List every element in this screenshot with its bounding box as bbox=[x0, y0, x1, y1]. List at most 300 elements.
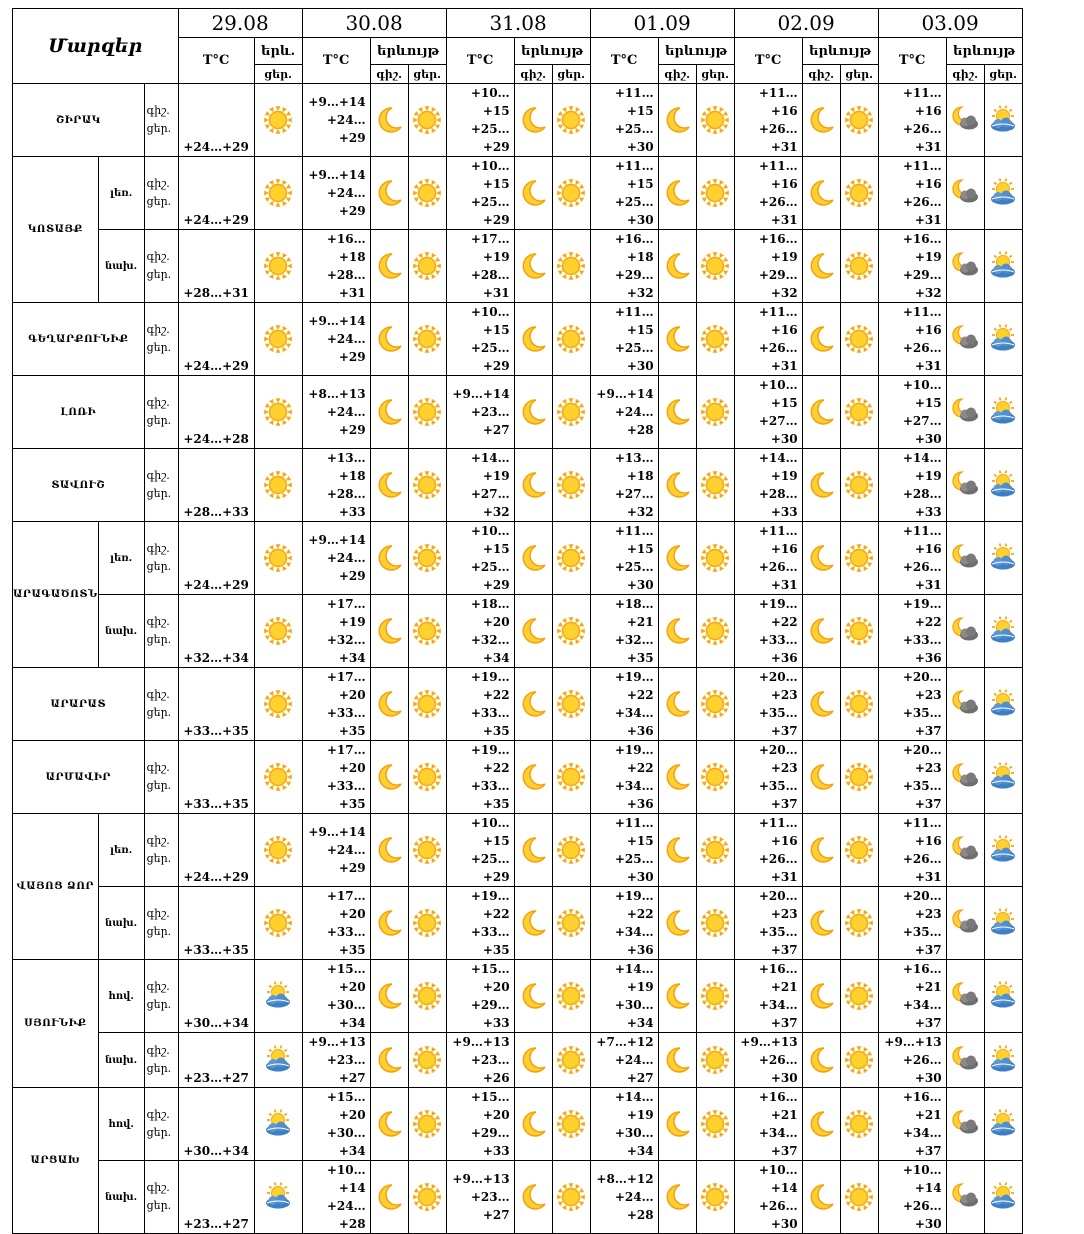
sun-icon bbox=[255, 762, 302, 792]
sun-icon bbox=[697, 616, 734, 646]
sun-icon bbox=[841, 543, 878, 573]
weather-icon-cell bbox=[408, 1033, 446, 1088]
temperature: +11…+16 +26…+31 bbox=[734, 814, 802, 887]
weather-icon-cell bbox=[658, 1161, 696, 1234]
weather-icon-cell bbox=[254, 960, 302, 1033]
temperature: +20…+23 +35…+37 bbox=[734, 668, 802, 741]
weather-icon-cell bbox=[840, 741, 878, 814]
temperature: +24…+29 bbox=[178, 522, 254, 595]
weather-icon-cell bbox=[946, 157, 984, 230]
temperature: +10…+15 +27…+30 bbox=[734, 376, 802, 449]
temperature: +9…+14 +24…+29 bbox=[302, 814, 370, 887]
weather-icon-cell bbox=[658, 157, 696, 230]
sun-icon bbox=[409, 1045, 446, 1075]
sun-icon bbox=[841, 397, 878, 427]
region-name: ԱՐՑԱԽ bbox=[13, 1088, 99, 1234]
temperature: +9…+14 +23…+27 bbox=[446, 376, 514, 449]
sun-icon bbox=[697, 178, 734, 208]
night-header: գիշ. bbox=[802, 65, 840, 84]
table-row bbox=[13, 84, 1023, 157]
temperature: +16…+18 +29…+32 bbox=[590, 230, 658, 303]
weather-icon-cell bbox=[802, 157, 840, 230]
temp-header: T°C bbox=[590, 38, 658, 84]
moon-icon bbox=[803, 178, 840, 208]
sun-icon bbox=[409, 543, 446, 573]
weather-icon-cell bbox=[658, 522, 696, 595]
temperature: +17…+20 +33…+35 bbox=[302, 887, 370, 960]
temperature: +11…+16 +26…+31 bbox=[878, 814, 946, 887]
weather-icon-cell bbox=[514, 668, 552, 741]
temp-header: T°C bbox=[734, 38, 802, 84]
weather-icon-cell bbox=[696, 157, 734, 230]
subregion-name: նախ. bbox=[98, 1033, 144, 1088]
subregion-name: լեռ. bbox=[98, 814, 144, 887]
weather-icon-cell bbox=[254, 522, 302, 595]
weather-icon-cell bbox=[946, 1161, 984, 1234]
moon-icon bbox=[515, 251, 552, 281]
moon-icon bbox=[659, 1182, 696, 1212]
night-day-label: գիշ. ցեր. bbox=[144, 230, 178, 303]
weather-icon-cell bbox=[514, 814, 552, 887]
sun-icon bbox=[409, 689, 446, 719]
weather-icon-cell bbox=[254, 1088, 302, 1161]
temperature: +19…+22 +34…+36 bbox=[590, 668, 658, 741]
moon-icon bbox=[371, 1182, 408, 1212]
weather-icon-cell bbox=[408, 376, 446, 449]
temperature: +14…+19 +28…+33 bbox=[734, 449, 802, 522]
sun-icon bbox=[409, 1182, 446, 1212]
date-header: 02.09 bbox=[734, 9, 878, 38]
temperature: +9…+13 +26…+30 bbox=[878, 1033, 946, 1088]
weather-icon-cell bbox=[840, 1161, 878, 1234]
weather-icon-cell bbox=[552, 230, 590, 303]
weather-icon-cell bbox=[370, 741, 408, 814]
sun-icon bbox=[409, 908, 446, 938]
moon-icon bbox=[515, 616, 552, 646]
sun-icon bbox=[409, 981, 446, 1011]
weather-icon-cell bbox=[696, 595, 734, 668]
weather-icon-cell bbox=[370, 303, 408, 376]
weather-icon-cell bbox=[946, 595, 984, 668]
weather-icon-cell bbox=[514, 230, 552, 303]
temperature: +19…+22 +33…+35 bbox=[446, 741, 514, 814]
temperature: +14…+19 +28…+33 bbox=[878, 449, 946, 522]
moon-icon bbox=[659, 543, 696, 573]
region-name: ՍՅՈՒՆԻՔ bbox=[13, 960, 99, 1088]
temperature: +13…+18 +27…+32 bbox=[590, 449, 658, 522]
weather-icon-cell bbox=[254, 230, 302, 303]
moon-icon bbox=[515, 397, 552, 427]
moon-icon bbox=[803, 1045, 840, 1075]
sun-icon bbox=[409, 616, 446, 646]
day-header: ցեր. bbox=[552, 65, 590, 84]
weather-icon-cell bbox=[254, 303, 302, 376]
weather-icon-cell bbox=[840, 960, 878, 1033]
temperature: +13…+18 +28…+33 bbox=[302, 449, 370, 522]
sun-icon bbox=[697, 762, 734, 792]
moon-cloud-icon bbox=[947, 762, 984, 792]
day-header: ցեր. bbox=[254, 65, 302, 84]
weather-icon-cell bbox=[408, 814, 446, 887]
weather-icon-cell bbox=[408, 230, 446, 303]
weather-icon-cell bbox=[254, 814, 302, 887]
moon-icon bbox=[371, 1045, 408, 1075]
temperature: +11…+15 +25…+30 bbox=[590, 303, 658, 376]
temperature: +17…+19 +28…+31 bbox=[446, 230, 514, 303]
weather-icon-cell bbox=[514, 887, 552, 960]
moon-icon bbox=[515, 1109, 552, 1139]
temperature: +16…+21 +34…+37 bbox=[878, 960, 946, 1033]
temperature: +7…+12 +24…+27 bbox=[590, 1033, 658, 1088]
weather-icon-cell bbox=[370, 1033, 408, 1088]
night-day-label: գիշ. ցեր. bbox=[144, 887, 178, 960]
moon-icon bbox=[803, 324, 840, 354]
moon-icon bbox=[803, 1109, 840, 1139]
date-header: 30.08 bbox=[302, 9, 446, 38]
sun-cloud-icon bbox=[985, 1182, 1022, 1212]
region-name: ԱՐԱՐԱՏ bbox=[13, 668, 145, 741]
weather-icon-cell bbox=[802, 303, 840, 376]
temperature: +14…+19 +30…+34 bbox=[590, 960, 658, 1033]
sun-icon bbox=[841, 1045, 878, 1075]
sun-icon bbox=[697, 1182, 734, 1212]
sun-icon bbox=[841, 105, 878, 135]
moon-icon bbox=[371, 981, 408, 1011]
moon-icon bbox=[515, 1045, 552, 1075]
moon-icon bbox=[659, 981, 696, 1011]
weather-icon-cell bbox=[696, 668, 734, 741]
sun-icon bbox=[553, 908, 590, 938]
temperature: +10…+15 +25…+29 bbox=[446, 157, 514, 230]
temperature: +15…+20 +29…+33 bbox=[446, 960, 514, 1033]
sun-icon bbox=[841, 1182, 878, 1212]
moon-icon bbox=[371, 178, 408, 208]
temperature: +23…+27 bbox=[178, 1033, 254, 1088]
temp-header: T°C bbox=[446, 38, 514, 84]
weather-icon-cell bbox=[696, 230, 734, 303]
night-day-label: գիշ. ցեր. bbox=[144, 1161, 178, 1234]
weather-icon-cell bbox=[408, 1088, 446, 1161]
temperature: +10…+14 +24…+28 bbox=[302, 1161, 370, 1234]
temperature: +17…+19 +32…+34 bbox=[302, 595, 370, 668]
moon-icon bbox=[371, 762, 408, 792]
moon-icon bbox=[371, 689, 408, 719]
weather-icon-cell bbox=[408, 887, 446, 960]
temperature: +20…+23 +35…+37 bbox=[878, 741, 946, 814]
subregion-name: նախ. bbox=[98, 595, 144, 668]
temperature: +20…+23 +35…+37 bbox=[878, 668, 946, 741]
sun-icon bbox=[841, 178, 878, 208]
sun-icon bbox=[697, 689, 734, 719]
moon-icon bbox=[371, 616, 408, 646]
subregion-name: լեռ. bbox=[98, 157, 144, 230]
temperature: +14…+19 +27…+32 bbox=[446, 449, 514, 522]
weather-icon-cell bbox=[514, 1161, 552, 1234]
temperature: +24…+29 bbox=[178, 84, 254, 157]
temperature: +10…+14 +26…+30 bbox=[878, 1161, 946, 1234]
table-row bbox=[13, 303, 1023, 376]
temperature: +11…+16 +26…+31 bbox=[878, 522, 946, 595]
weather-icon-cell bbox=[370, 522, 408, 595]
weather-icon-cell bbox=[254, 668, 302, 741]
weather-icon-cell bbox=[552, 157, 590, 230]
night-header: գիշ. bbox=[514, 65, 552, 84]
weather-icon-cell bbox=[802, 595, 840, 668]
weather-icon-cell bbox=[408, 157, 446, 230]
moon-icon bbox=[659, 178, 696, 208]
subregion-name: հով. bbox=[98, 1088, 144, 1161]
weather-icon-cell bbox=[370, 668, 408, 741]
table-row bbox=[13, 376, 1023, 449]
sun-icon bbox=[697, 908, 734, 938]
temperature: +18…+21 +32…+35 bbox=[590, 595, 658, 668]
weather-icon-cell bbox=[552, 595, 590, 668]
sun-icon bbox=[553, 616, 590, 646]
subregion-name: հով. bbox=[98, 960, 144, 1033]
weather-icon-cell bbox=[514, 157, 552, 230]
moon-icon bbox=[659, 835, 696, 865]
weather-icon-cell bbox=[552, 522, 590, 595]
weather-icon-cell bbox=[840, 814, 878, 887]
temperature: +10…+15 +25…+29 bbox=[446, 303, 514, 376]
moon-cloud-icon bbox=[947, 616, 984, 646]
weather-icon-cell bbox=[802, 960, 840, 1033]
day-header: ցեր. bbox=[984, 65, 1022, 84]
moon-icon bbox=[371, 397, 408, 427]
table-row bbox=[13, 741, 1023, 814]
sun-icon bbox=[553, 397, 590, 427]
date-header: 31.08 bbox=[446, 9, 590, 38]
forecast-container bbox=[12, 8, 1023, 1234]
weather-icon-cell bbox=[658, 449, 696, 522]
weather-icon-cell bbox=[514, 595, 552, 668]
weather-icon-cell bbox=[552, 1033, 590, 1088]
weather-icon-cell bbox=[408, 668, 446, 741]
region-name: ԿՈՏԱՅՔ bbox=[13, 157, 99, 303]
night-day-label: գիշ. ցեր. bbox=[144, 1033, 178, 1088]
phen-header: երևույթ bbox=[514, 38, 590, 65]
moon-icon bbox=[803, 762, 840, 792]
moon-icon bbox=[371, 908, 408, 938]
moon-icon bbox=[659, 616, 696, 646]
weather-icon-cell bbox=[696, 376, 734, 449]
subregion-name: նախ. bbox=[98, 1161, 144, 1234]
weather-icon-cell bbox=[840, 887, 878, 960]
temperature: +30…+34 bbox=[178, 960, 254, 1033]
weather-icon-cell bbox=[370, 376, 408, 449]
weather-icon-cell bbox=[696, 1161, 734, 1234]
weather-icon-cell bbox=[658, 887, 696, 960]
table-row bbox=[13, 522, 1023, 595]
sun-icon bbox=[553, 470, 590, 500]
weather-icon-cell bbox=[552, 668, 590, 741]
sun-icon bbox=[841, 762, 878, 792]
moon-cloud-icon bbox=[947, 908, 984, 938]
table-row bbox=[13, 668, 1023, 741]
temperature: +15…+20 +29…+33 bbox=[446, 1088, 514, 1161]
weather-icon-cell bbox=[696, 814, 734, 887]
temperature: +24…+28 bbox=[178, 376, 254, 449]
weather-icon-cell bbox=[840, 595, 878, 668]
weather-icon-cell bbox=[408, 522, 446, 595]
day-header: ցեր. bbox=[408, 65, 446, 84]
sun-icon bbox=[841, 835, 878, 865]
moon-icon bbox=[659, 251, 696, 281]
moon-icon bbox=[659, 1045, 696, 1075]
weather-icon-cell bbox=[370, 84, 408, 157]
weather-icon-cell bbox=[370, 595, 408, 668]
phen-header: երևույթ bbox=[370, 38, 446, 65]
sun-icon bbox=[697, 1109, 734, 1139]
night-day-label: գիշ. ցեր. bbox=[144, 741, 178, 814]
moon-icon bbox=[371, 105, 408, 135]
weather-icon-cell bbox=[370, 1161, 408, 1234]
weather-icon-cell bbox=[840, 303, 878, 376]
night-day-label: գիշ. ցեր. bbox=[144, 84, 178, 157]
weather-icon-cell bbox=[984, 230, 1022, 303]
sun-icon bbox=[553, 1045, 590, 1075]
table-row bbox=[13, 1033, 1023, 1088]
sun-icon bbox=[255, 543, 302, 573]
night-day-label: գիշ. ցեր. bbox=[144, 157, 178, 230]
sun-icon bbox=[697, 981, 734, 1011]
sun-icon bbox=[255, 470, 302, 500]
moon-icon bbox=[659, 470, 696, 500]
moon-icon bbox=[515, 689, 552, 719]
weather-icon-cell bbox=[840, 1088, 878, 1161]
weather-icon-cell bbox=[658, 960, 696, 1033]
weather-icon-cell bbox=[658, 303, 696, 376]
temperature: +10…+15 +25…+29 bbox=[446, 84, 514, 157]
subregion-name: նախ. bbox=[98, 887, 144, 960]
moon-icon bbox=[515, 1182, 552, 1212]
moon-icon bbox=[371, 324, 408, 354]
temperature: +9…+14 +24…+29 bbox=[302, 157, 370, 230]
temp-header: T°C bbox=[178, 38, 254, 84]
weather-icon-cell bbox=[552, 1161, 590, 1234]
sun-icon bbox=[697, 324, 734, 354]
temperature: +9…+13 +26…+30 bbox=[734, 1033, 802, 1088]
weather-icon-cell bbox=[514, 1033, 552, 1088]
night-day-label: գիշ. ցեր. bbox=[144, 376, 178, 449]
temperature: +10…+15 +25…+29 bbox=[446, 522, 514, 595]
temperature: +11…+16 +26…+31 bbox=[734, 303, 802, 376]
weather-icon-cell bbox=[514, 376, 552, 449]
weather-icon-cell bbox=[984, 1161, 1022, 1234]
weather-icon-cell bbox=[946, 303, 984, 376]
sun-icon bbox=[409, 397, 446, 427]
temperature: +16…+19 +29…+32 bbox=[878, 230, 946, 303]
temperature: +18…+20 +32…+34 bbox=[446, 595, 514, 668]
moon-icon bbox=[659, 689, 696, 719]
table-row bbox=[13, 157, 1023, 230]
weather-icon-cell bbox=[696, 741, 734, 814]
moon-cloud-icon bbox=[947, 324, 984, 354]
weather-icon-cell bbox=[984, 960, 1022, 1033]
moon-icon bbox=[803, 397, 840, 427]
weather-icon-cell bbox=[658, 741, 696, 814]
region-name: ԼՈՌԻ bbox=[13, 376, 145, 449]
weather-icon-cell bbox=[552, 1088, 590, 1161]
weather-icon-cell bbox=[514, 1088, 552, 1161]
moon-icon bbox=[371, 251, 408, 281]
weather-icon-cell bbox=[370, 449, 408, 522]
temperature: +11…+15 +25…+30 bbox=[590, 814, 658, 887]
weather-icon-cell bbox=[946, 814, 984, 887]
weather-icon-cell bbox=[552, 814, 590, 887]
sun-icon bbox=[697, 105, 734, 135]
weather-icon-cell bbox=[514, 741, 552, 814]
temperature: +15…+20 +30…+34 bbox=[302, 960, 370, 1033]
temperature: +33…+35 bbox=[178, 887, 254, 960]
moon-cloud-icon bbox=[947, 178, 984, 208]
weather-icon-cell bbox=[408, 84, 446, 157]
weather-icon-cell bbox=[802, 814, 840, 887]
night-day-label: գիշ. ցեր. bbox=[144, 960, 178, 1033]
moon-cloud-icon bbox=[947, 835, 984, 865]
night-day-label: գիշ. ցեր. bbox=[144, 522, 178, 595]
temperature: +9…+14 +24…+28 bbox=[590, 376, 658, 449]
sun-icon bbox=[553, 981, 590, 1011]
weather-icon-cell bbox=[552, 887, 590, 960]
moon-icon bbox=[515, 470, 552, 500]
temperature: +11…+16 +26…+31 bbox=[878, 157, 946, 230]
weather-icon-cell bbox=[370, 230, 408, 303]
sun-cloud-icon bbox=[985, 251, 1022, 281]
temperature: +28…+31 bbox=[178, 230, 254, 303]
moon-icon bbox=[803, 689, 840, 719]
sun-icon bbox=[841, 908, 878, 938]
temperature: +23…+27 bbox=[178, 1161, 254, 1234]
sun-cloud-icon bbox=[255, 1109, 302, 1139]
forecast-table bbox=[12, 8, 1023, 1234]
weather-icon-cell bbox=[946, 449, 984, 522]
weather-icon-cell bbox=[946, 376, 984, 449]
weather-icon-cell bbox=[802, 668, 840, 741]
moon-icon bbox=[515, 543, 552, 573]
temperature: +9…+13 +23…+27 bbox=[446, 1161, 514, 1234]
table-row bbox=[13, 960, 1023, 1033]
weather-icon-cell bbox=[696, 1088, 734, 1161]
temperature: +9…+13 +23…+26 bbox=[446, 1033, 514, 1088]
sun-icon bbox=[255, 689, 302, 719]
sun-icon bbox=[409, 470, 446, 500]
sun-icon bbox=[255, 251, 302, 281]
sun-icon bbox=[697, 835, 734, 865]
moon-cloud-icon bbox=[947, 397, 984, 427]
weather-icon-cell bbox=[984, 1088, 1022, 1161]
sun-cloud-icon bbox=[985, 762, 1022, 792]
temperature: +8…+12 +24…+28 bbox=[590, 1161, 658, 1234]
night-day-label: գիշ. ցեր. bbox=[144, 668, 178, 741]
temperature: +16…+18 +28…+31 bbox=[302, 230, 370, 303]
weather-icon-cell bbox=[658, 1033, 696, 1088]
temp-header: T°C bbox=[878, 38, 946, 84]
table-row bbox=[13, 887, 1023, 960]
sun-icon bbox=[697, 1045, 734, 1075]
weather-icon-cell bbox=[552, 376, 590, 449]
sun-cloud-icon bbox=[985, 835, 1022, 865]
temperature: +11…+15 +25…+30 bbox=[590, 522, 658, 595]
weather-icon-cell bbox=[658, 230, 696, 303]
night-header: գիշ. bbox=[658, 65, 696, 84]
weather-icon-cell bbox=[696, 84, 734, 157]
moon-icon bbox=[515, 762, 552, 792]
night-day-label: գիշ. ցեր. bbox=[144, 814, 178, 887]
phen-header: երևույթ bbox=[802, 38, 878, 65]
moon-icon bbox=[803, 105, 840, 135]
weather-icon-cell bbox=[984, 522, 1022, 595]
